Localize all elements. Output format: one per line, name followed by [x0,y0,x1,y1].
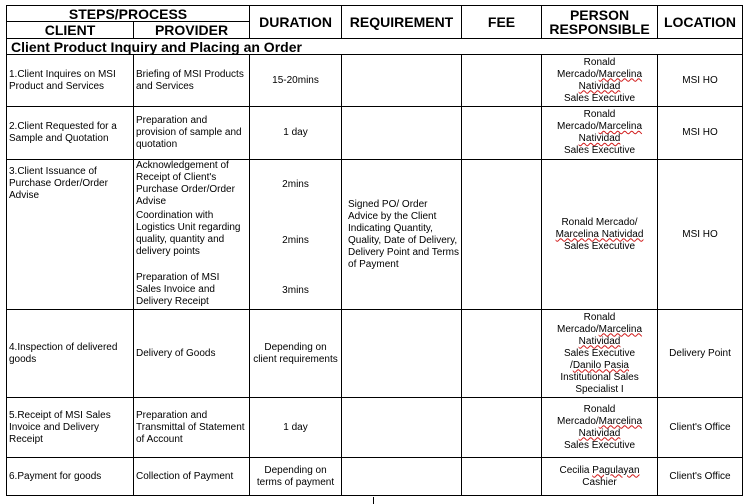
person-part: / [570,359,573,371]
fee-cell [462,160,542,310]
person-part: Marcelina [598,323,643,335]
client-cell: 4.Inspection of delivered goods [7,310,134,398]
person-line: Cashier [582,476,617,488]
table-row [7,398,743,458]
person-line: Sales Executive [563,145,636,156]
person-part: Danilo Pasia [572,359,629,371]
header-duration: DURATION [250,6,342,39]
provider-cell: Preparation and provision of sample and quotation [134,107,250,160]
requirement-cell: Signed PO/ Order Advice by the Client Indicating Quantity, Quality, Date of Delivery, Delivery Point and Terms of Payment [342,160,462,310]
person-line [544,465,655,477]
section-row [7,39,743,55]
client-cell: 2.Client Requested for a Sample and Quotation [7,107,134,160]
location-cell: Client's Office [658,458,743,496]
provider-step: Preparation of MSI Sales Invoice and Delivery Receipt [136,272,220,307]
person-line: Ronald [583,403,616,415]
provider-step: Acknowledgement of Receipt of Client's Purchase Order/Order Advise [136,160,235,207]
duration-cell [250,160,342,310]
person-cell [542,107,658,160]
location-cell: MSI HO [658,160,743,310]
header-client: CLIENT [7,22,134,39]
header-location: LOCATION [658,6,743,39]
provider-cell: Briefing of MSI Products and Services [134,55,250,107]
person-part: Marcelina [598,415,643,427]
section-title: Client Product Inquiry and Placing an Order [7,39,743,55]
requirement-cell [342,310,462,398]
table-row [7,160,743,310]
person-cell [542,458,658,496]
duration-cell: Depending on client requirements [250,310,342,398]
duration-cell: 1 day [250,398,342,458]
client-cell: 6.Payment for goods [7,458,134,496]
person-line: Institutional Sales Specialist I [560,371,639,395]
person-part: Marcelina [598,121,643,132]
requirement-cell [342,458,462,496]
requirement-cell [342,55,462,107]
person-line: Natividad [578,80,621,92]
fee-cell [462,107,542,160]
table-row [7,310,743,398]
person-cell [542,398,658,458]
person-line: Natividad [578,427,621,439]
table-row [7,107,743,160]
duration-cell: Depending on terms of payment [250,458,342,496]
requirement-cell [342,398,462,458]
location-cell: Delivery Point [658,310,743,398]
person-part: Mercado/ [556,415,599,427]
person-part: Marcelina [598,68,643,80]
text-cursor-mark [373,497,374,504]
header-row-top [7,6,743,22]
person-line [544,121,655,133]
person-line: Ronald [583,311,616,323]
header-requirement: REQUIREMENT [342,6,462,39]
header-provider: PROVIDER [134,22,250,39]
person-line: Sales Executive [563,347,636,359]
person-line [544,360,655,372]
header-steps-process: STEPS/PROCESS [7,6,250,22]
client-cell: 1.Client Inquires on MSI Product and Services [7,55,134,107]
process-table [6,5,743,496]
person-line [544,416,655,428]
person-part: Cecilia [559,464,590,476]
person-line: Marcelina Natividad [555,228,644,240]
header-person-line2: RESPONSIBLE [549,21,650,37]
person-cell [542,310,658,398]
provider-cell: Collection of Payment [134,458,250,496]
header-fee: FEE [462,6,542,39]
location-cell: Client's Office [658,398,743,458]
person-line: Sales Executive [563,240,636,252]
person-part: Mercado/ [556,68,599,80]
client-cell: 3.Client Issuance of Purchase Order/Order Advise [7,160,134,310]
location-cell: MSI HO [658,55,743,107]
person-line: Natividad [578,133,621,144]
location-cell: MSI HO [658,107,743,160]
person-line: Ronald [583,109,616,120]
fee-cell [462,310,542,398]
fee-cell [462,55,542,107]
person-part: Mercado/ [556,121,599,132]
person-line [544,69,655,81]
requirement-cell [342,107,462,160]
table-row [7,458,743,496]
fee-cell [462,458,542,496]
duration-cell: 1 day [250,107,342,160]
person-line: Ronald [583,56,616,68]
person-line: Sales Executive [563,92,636,104]
person-part: Mercado/ [556,323,599,335]
header-person-line1: PERSON [569,7,630,23]
person-line: Ronald Mercado/ [561,216,638,228]
person-cell [542,55,658,107]
person-line [544,324,655,336]
person-part: Pagulayan [592,464,640,476]
person-line: Sales Executive [563,439,636,451]
person-cell [542,160,658,310]
provider-cell [134,160,250,310]
client-cell: 5.Receipt of MSI Sales Invoice and Delivery Receipt [7,398,134,458]
duration-step: 2mins [282,235,309,246]
header-person-responsible [542,6,658,39]
duration-step: 3mins [282,285,309,296]
duration-step: 2mins [282,179,309,190]
person-line: Natividad [578,335,621,347]
fee-cell [462,398,542,458]
provider-step: Coordination with Logistics Unit regarding quality, quantity and delivery points [136,210,241,257]
provider-cell: Delivery of Goods [134,310,250,398]
duration-cell: 15-20mins [250,55,342,107]
provider-cell: Preparation and Transmittal of Statement of Account [134,398,250,458]
table-row [7,55,743,107]
